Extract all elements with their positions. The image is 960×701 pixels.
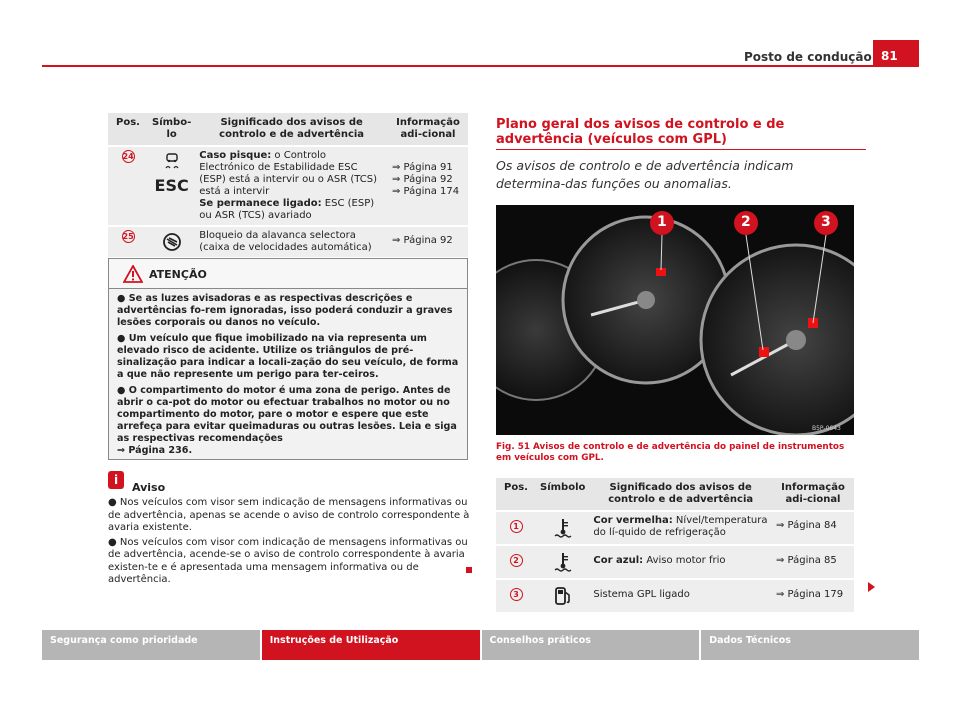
page-ref-link[interactable]: ⇒ Página 91 <box>392 162 453 173</box>
gear-lever-lock-icon <box>162 232 182 252</box>
position-marker: 25 <box>122 232 134 241</box>
section-end-marker <box>466 567 472 573</box>
warning-item: ● O compartimento do motor é uma zona de perigo. Antes de abrir o ca-pot do motor ou efectuar trabalhos no motor ou no compartimento do motor, pare o motor e espere que este arrefeça para evitar queimaduras ou outras lesões. Leia e siga as respectivas recomendações ⇒ Página 236. <box>117 385 457 456</box>
col-header-info: Informação adi-cional <box>772 478 854 511</box>
note-title: Aviso <box>132 481 166 494</box>
row24-bold2: Se permanece ligado: <box>199 198 322 209</box>
tab-conselhos[interactable]: Conselhos práticos <box>482 630 700 660</box>
warning-body <box>109 289 467 465</box>
warning-header <box>109 259 467 289</box>
warning-title: ATENÇÃO <box>149 268 207 281</box>
figure-caption: Fig. 51 Avisos de controlo e de advertência do painel de instrumentos em veículos com GPL. <box>496 442 845 463</box>
table-row: 3 Sistema GPL ligado ⇒ Página 179 <box>496 579 854 612</box>
position-marker: 1 <box>510 520 523 533</box>
col-header-symbol: Símbolo <box>536 478 589 511</box>
page-ref-link[interactable]: ⇒ Página 174 <box>392 186 460 197</box>
page-ref-link[interactable]: ⇒ Página 179 <box>772 579 854 612</box>
header-divider <box>42 65 919 67</box>
col-header-meaning: Significado dos avisos de controlo e de advertência <box>195 113 388 146</box>
warning-triangle-icon <box>123 265 143 283</box>
row24-bold1: Caso pisque: <box>199 150 272 161</box>
section-title-underline <box>496 149 866 150</box>
callout-3: 3 <box>821 214 831 230</box>
row24-text2: ESC (ESP) ou ASR (TCS) avariado <box>199 198 375 221</box>
note-item: ● Nos veículos com visor com indicação de mensagens informativas ou de advertência, acende-se o aviso de controlo correspondente à avaria existen-te e é apresentada uma mensagem informativa ou de advertência. <box>108 536 468 585</box>
position-marker: 2 <box>510 554 523 567</box>
table-row <box>108 146 468 226</box>
row25-text: Bloqueio da alavanca selectora (caixa de velocidades automática) <box>195 226 388 257</box>
page-ref-link[interactable]: ⇒ Página 85 <box>772 545 854 579</box>
coolant-temperature-icon <box>554 552 572 572</box>
warning-box <box>108 258 468 460</box>
figure-code: B5P-0643 <box>812 425 841 432</box>
section-intro: Os avisos de controlo e de advertência indicam determina-das funções ou anomalias. <box>496 158 794 191</box>
section-title: Plano geral dos avisos de controlo e de advertência (veículos com GPL) <box>496 117 785 147</box>
coolant-temperature-icon <box>554 518 572 538</box>
table-row: 1 Cor vermelha: Nível/temperatura do lí-quido de refrigeração ⇒ Página 84 <box>496 511 854 545</box>
tab-seguranca[interactable]: Segurança como prioridade <box>42 630 260 660</box>
warning-item: ● Um veículo que fique imobilizado na via representa um elevado risco de acidente. Utilize os triângulos de pré-sinalização para indicar a locali-zação do seu veículo, de forma a que não represente um perigo para ter-ceiros. <box>117 333 459 380</box>
warning-lights-table <box>108 113 468 257</box>
table-header-row <box>496 478 854 511</box>
page-ref-link[interactable]: ⇒ Página 236. <box>117 445 193 456</box>
col-header-meaning: Significado dos avisos de controlo e de advertência <box>589 478 772 511</box>
esc-text-icon: ESC <box>154 176 189 195</box>
footer-nav <box>42 630 919 660</box>
row24-text1: o Controlo Electrónico de Estabilidade ESC (ESP) está a intervir ou o ASR (TCS) está a intervir <box>199 150 377 197</box>
page-ref-link[interactable]: ⇒ Página 92 <box>392 174 453 185</box>
page-number: 81 <box>873 40 919 66</box>
table-row: 2 Cor azul: Aviso motor frio ⇒ Página 85 <box>496 545 854 579</box>
note-item: ● Nos veículos com visor sem indicação de mensagens informativas ou de advertência, apenas se acende o aviso de controlo correspondente à avaria existente. <box>108 497 470 533</box>
position-marker: 24 <box>122 152 134 161</box>
callout-2: 2 <box>741 214 751 230</box>
lpg-warning-lights-table <box>496 478 854 612</box>
continue-arrow-icon <box>868 582 875 592</box>
col-header-symbol: Símbo-lo <box>148 113 195 146</box>
tab-dados-tecnicos[interactable]: Dados Técnicos <box>701 630 919 660</box>
page-header-title: Posto de condução <box>744 50 872 64</box>
page-ref-link[interactable]: ⇒ Página 84 <box>772 511 854 545</box>
esp-skid-icon <box>163 152 181 170</box>
note-icon: i <box>108 471 124 489</box>
position-marker: 3 <box>510 588 523 601</box>
col-header-pos: Pos. <box>108 113 148 146</box>
col-header-info: Informação adi-cional <box>388 113 468 146</box>
page-ref-link[interactable]: ⇒ Página 92 <box>392 235 453 246</box>
tab-instrucoes[interactable]: Instruções de Utilização <box>262 630 480 660</box>
callout-1: 1 <box>657 214 667 230</box>
warning-item: ● Se as luzes avisadoras e as respectivas descrições e advertências fo-rem ignoradas, isso poderá conduzir a graves lesões corporais ou danos no veículo. <box>117 293 453 328</box>
instrument-panel-figure <box>496 205 854 435</box>
instrument-panel-illustration <box>496 205 854 435</box>
lpg-fuel-pump-icon <box>553 586 573 606</box>
table-header-row <box>108 113 468 146</box>
col-header-pos: Pos. <box>496 478 536 511</box>
table-row <box>108 226 468 257</box>
note-body <box>108 497 470 589</box>
